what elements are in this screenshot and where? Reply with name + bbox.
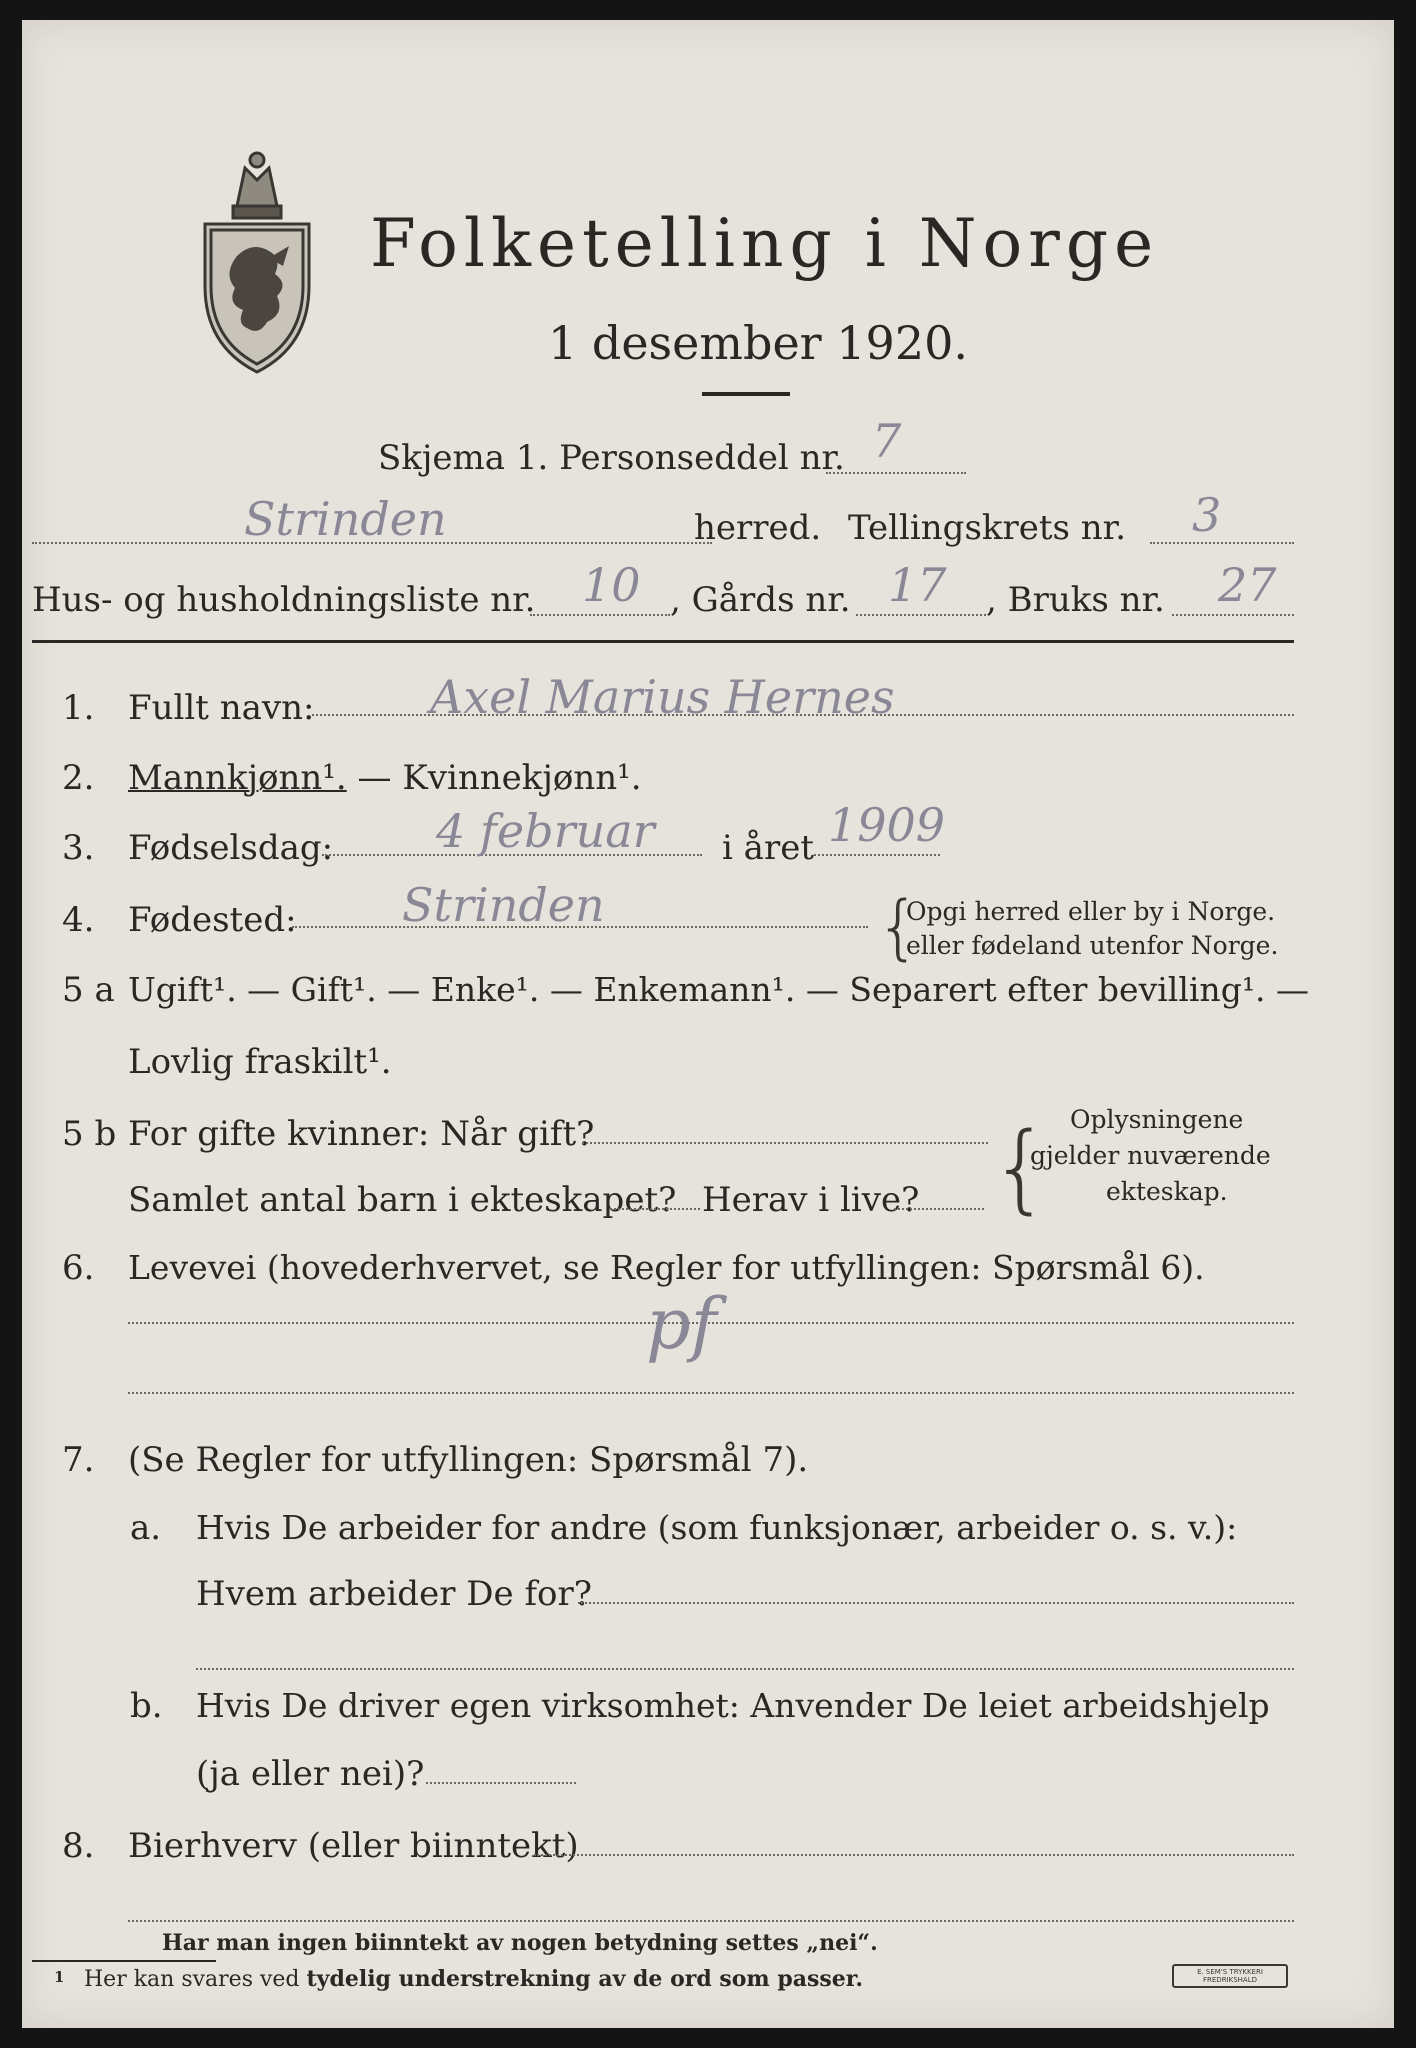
q7a-dots-2 [196, 1668, 1294, 1670]
q7-number: 7. [62, 1440, 95, 1480]
hus-label: Hus- og husholdningsliste nr. [32, 580, 536, 620]
gards-label: , Gårds nr. [670, 580, 851, 620]
footnote-text [84, 1966, 863, 1993]
census-form [22, 20, 1394, 2028]
printer-line-1: E. SEM'S TRYKKERI [1197, 1968, 1263, 1976]
hus-nr: 10 [582, 558, 641, 612]
q5a-options-2: Lovlig fraskilt¹. [128, 1042, 392, 1082]
q7b-dots [426, 1782, 576, 1784]
footnote-rule [32, 1960, 216, 1962]
q7a-number: a. [130, 1508, 162, 1548]
q8-dots-1 [534, 1854, 1294, 1856]
bruks-dots [1172, 614, 1294, 616]
footnote-text-b: tydelig understrekning av de ord som passer. [306, 1966, 864, 1992]
bruks-label: , Bruks nr. [986, 580, 1165, 620]
q1-number: 1. [62, 688, 95, 728]
tellingskrets-dots [1150, 542, 1294, 544]
schema-label: Skjema 1. Personseddel nr. [378, 438, 845, 478]
q3-year-dots [814, 854, 940, 856]
header-rule [32, 640, 1294, 643]
q1-label: Fullt navn: [128, 688, 315, 728]
tellingskrets-nr: 3 [1192, 488, 1222, 542]
herred-label: herred. [694, 508, 822, 548]
norway-coat-of-arms-icon [197, 146, 317, 376]
q3-label: Fødselsdag: [128, 828, 334, 868]
q7a-line-2: Hvem arbeider De for? [196, 1574, 592, 1614]
q7-label: (Se Regler for utfyllingen: Spørsmål 7). [128, 1440, 809, 1480]
herred-value: Strinden [244, 492, 447, 546]
census-date: 1 desember 1920. [548, 316, 968, 370]
q5b-brace: { [990, 1112, 1052, 1224]
q4-label: Fødested: [128, 900, 297, 940]
q4-note-2: eller fødeland utenfor Norge. [906, 931, 1279, 960]
q5b-line-1: For gifte kvinner: Når gift? [128, 1114, 595, 1154]
q7b-line-2: (ja eller nei)? [196, 1754, 425, 1794]
q7b-number: b. [130, 1686, 163, 1726]
q3-number: 3. [62, 828, 95, 868]
q6-answer: pf [646, 1283, 717, 1365]
bruks-nr: 27 [1218, 558, 1277, 612]
q5a-number: 5 a [62, 970, 115, 1010]
q4-answer: Strinden [402, 878, 605, 932]
q4-number: 4. [62, 900, 95, 940]
title-divider [702, 392, 790, 396]
q5b-note-2: gjelder nuværende [1030, 1141, 1271, 1170]
printer-stamp [1172, 1964, 1288, 1988]
q8-label: Bierhverv (eller biinntekt) [128, 1826, 579, 1866]
gards-nr: 17 [888, 558, 947, 612]
personseddel-dots [826, 472, 966, 474]
q5a-options: Ugift¹. — Gift¹. — Enke¹. — Enkemann¹. — Separert efter bevilling¹. — [128, 970, 1310, 1009]
printer-line-2: FREDRIKSHALD [1202, 1976, 1257, 1984]
q7a-dots-1 [578, 1602, 1294, 1604]
q5b-married-dots [582, 1142, 988, 1144]
footnote-text-a: Her kan svares ved [84, 1967, 307, 1992]
q3-answer-year: 1909 [828, 798, 946, 852]
footnote-marker: 1 [54, 1968, 65, 1986]
q4-note-1: Opgi herred eller by i Norge. [906, 897, 1276, 926]
form-title: Folketelling i Norge [370, 205, 1160, 282]
q2-number: 2. [62, 758, 95, 798]
q5b-alive-label: Herav i live? [702, 1180, 920, 1220]
gards-dots [856, 614, 986, 616]
q5b-number: 5 b [62, 1114, 117, 1154]
q5b-alive-dots [894, 1208, 984, 1210]
q5b-note-3: ekteskap. [1106, 1177, 1228, 1206]
footer-note: Har man ingen biinntekt av nogen betydning settes „nei“. [162, 1930, 878, 1956]
q6-dots-2 [128, 1392, 1294, 1394]
q3-answer-day: 4 februar [436, 804, 655, 858]
q4-brace: { [876, 886, 921, 968]
q1-answer: Axel Marius Hernes [430, 670, 895, 724]
q2-male-option: Mannkjønn¹. [128, 758, 347, 798]
q6-label: Levevei (hovederhvervet, se Regler for utfyllingen: Spørsmål 6). [128, 1248, 1205, 1287]
q8-number: 8. [62, 1826, 95, 1866]
q7a-line-1: Hvis De arbeider for andre (som funksjonær, arbeider o. s. v.): [196, 1508, 1238, 1547]
q5b-note-1: Oplysningene [1070, 1105, 1244, 1134]
tellingskrets-label: Tellingskrets nr. [848, 508, 1127, 548]
q5b-children-label: Samlet antal barn i ekteskapet? [128, 1180, 677, 1220]
q2-options [128, 758, 642, 798]
q2-separator: — [346, 758, 403, 798]
q6-number: 6. [62, 1248, 95, 1288]
q8-dots-2 [128, 1920, 1294, 1922]
q7b-line-1: Hvis De driver egen virksomhet: Anvender De leiet arbeidshjelp [196, 1686, 1270, 1725]
q5b-children-dots [610, 1208, 700, 1210]
q2-female-option: Kvinnekjønn¹. [402, 758, 642, 798]
q3-year-label: i året [722, 828, 814, 868]
personseddel-nr: 7 [872, 414, 902, 468]
hus-dots [530, 614, 670, 616]
